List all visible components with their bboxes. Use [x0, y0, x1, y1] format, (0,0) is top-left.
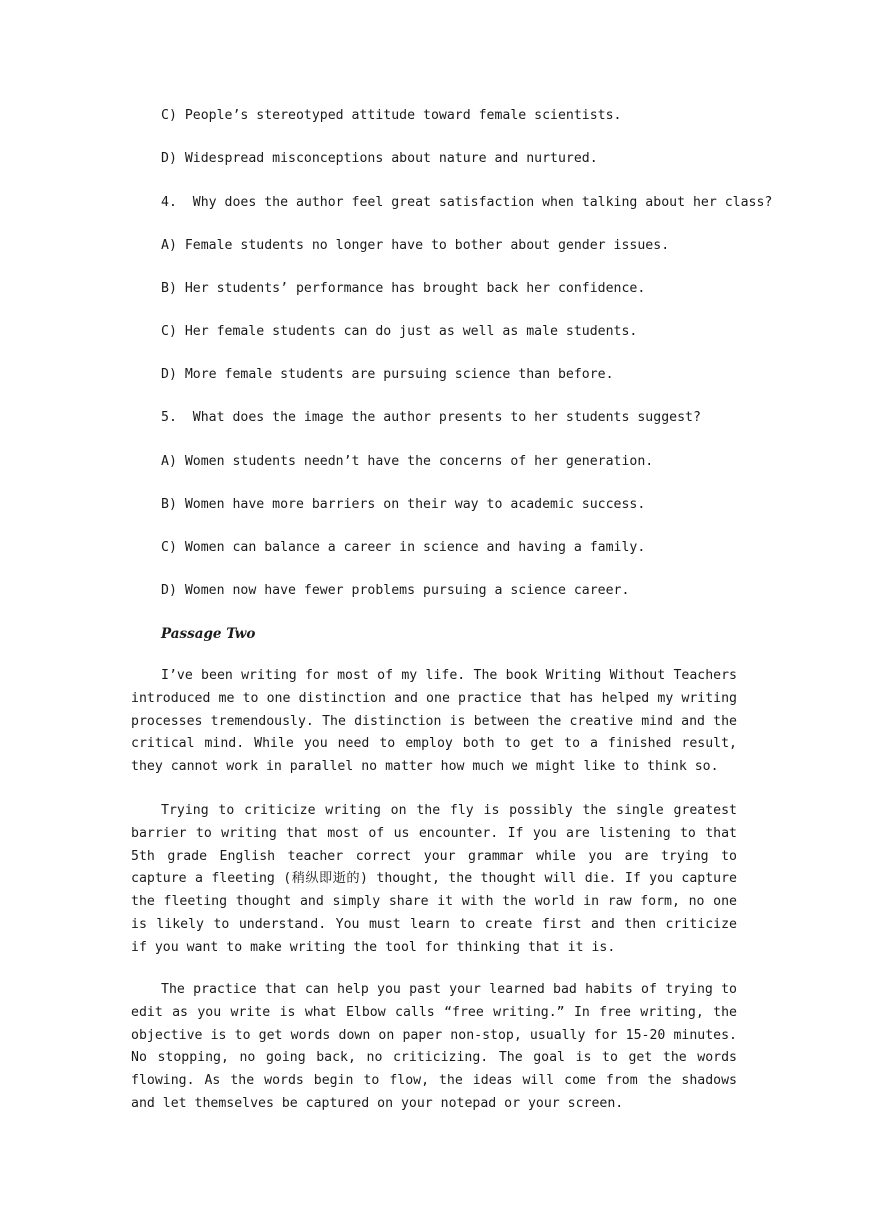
passage-paragraph-1: I’ve been writing for most of my life. The book Writing Without Teachers introduced me to one distinction and one practice that has helped my writing processes tremendously. The distinction is between the creative mind and the critical mind. While you need to employ both to get to a finished result, they cannot work in parallel no matter how much we might like to think so. [131, 668, 737, 775]
passage-paragraph-3: The practice that can help you past your learned bad habits of trying to edit as you write is what Elbow calls “free writing.” In free writing, the objective is to get words down on paper non-stop, usually for 15-20 minutes. No stopping, no going back, no criticizing. The goal is to get the words flowing. As the words begin to flow, the ideas will come from the shadows and let themselves be captured on your notepad or your screen. [131, 982, 737, 1111]
q5-option-a: A) Women students needn’t have the concerns of her generation. [161, 454, 654, 469]
passage-two-heading: Passage Two [161, 626, 256, 642]
passage-paragraph-2: Trying to criticize writing on the fly is possibly the single greatest barrier to writing that most of us encounter. If you are listening to that 5th grade English teacher correct your grammar while you are trying to capture a fleeting (稍纵即逝的) thought, the thought will die. If you capture the fleeting thought and simply share it with the world in raw form, no one is likely to understand. You must learn to create first and then criticize if you want to make writing the tool for thinking that it is. [131, 803, 737, 955]
q5-option-c: C) Women can balance a career in science and having a family. [161, 540, 646, 555]
q4-option-d: D) More female students are pursuing science than before. [161, 367, 614, 382]
q3-option-c: C) People’s stereotyped attitude toward female scientists. [161, 108, 622, 123]
q3-option-d: D) Widespread misconceptions about nature and nurtured. [161, 151, 598, 166]
q5-option-b: B) Women have more barriers on their way to academic success. [161, 497, 646, 512]
q5-option-d: D) Women now have fewer problems pursuing a science career. [161, 583, 630, 598]
q4-option-c: C) Her female students can do just as well as male students. [161, 324, 638, 339]
q4-option-b: B) Her students’ performance has brought back her confidence. [161, 281, 646, 296]
q4-question: 4. Why does the author feel great satisfaction when talking about her class? [161, 195, 773, 210]
q4-option-a: A) Female students no longer have to bother about gender issues. [161, 238, 670, 253]
q5-question: 5. What does the image the author presents to her students suggest? [161, 410, 701, 425]
